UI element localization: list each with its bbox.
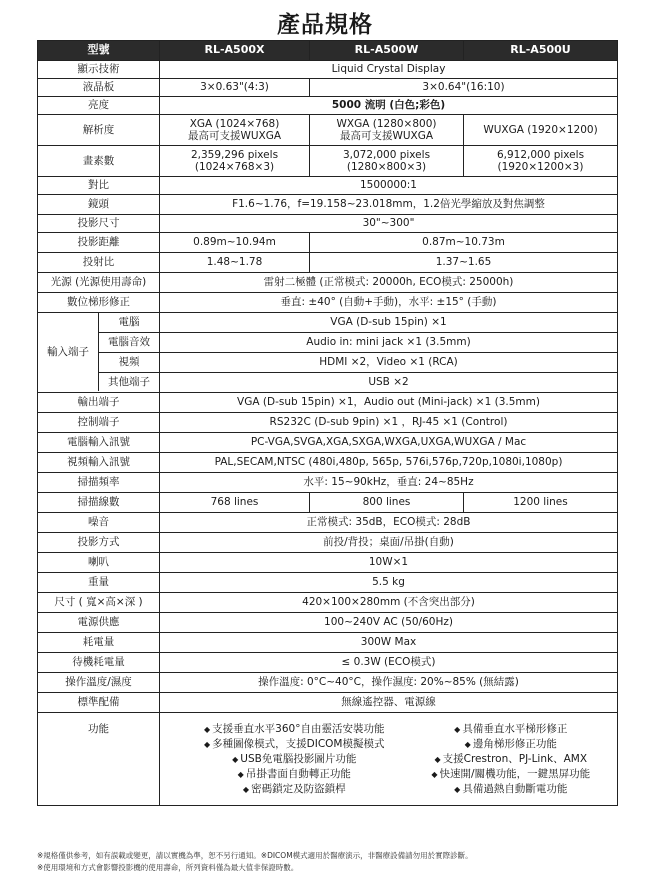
row-label: 液晶板 bbox=[38, 79, 160, 97]
feature-item: ◆ 邊角梯形修正功能 bbox=[407, 737, 616, 752]
row-label: 操作溫度/濕度 bbox=[38, 673, 160, 693]
row-value: 30"~300" bbox=[160, 215, 618, 233]
row-label: 投影尺寸 bbox=[38, 215, 160, 233]
row-value: 無線遙控器、電源線 bbox=[160, 693, 618, 713]
row-value-u bbox=[464, 146, 618, 177]
row-value: USB ×2 bbox=[160, 373, 618, 393]
row-label: 噪音 bbox=[38, 513, 160, 533]
model-x: RL-A500X bbox=[160, 41, 310, 61]
table-row bbox=[38, 633, 618, 653]
feature-item: ◆ 快速開/關機功能，一鍵黑屏功能 bbox=[407, 767, 616, 782]
feature-item: ◆ 支援垂直水平360°自由靈活安裝功能 bbox=[190, 722, 399, 737]
row-value: 操作溫度: 0°C~40°C，操作濕度: 20%~85% (無結露) bbox=[160, 673, 618, 693]
row-label: 投影距離 bbox=[38, 233, 160, 253]
row-value: 前投/背投；桌面/吊掛(自動) bbox=[160, 533, 618, 553]
row-value-w: 800 lines bbox=[310, 493, 464, 513]
pixels-x-line2: (1024×768×3) bbox=[194, 161, 275, 173]
inputs-label: 輸入端子 bbox=[38, 313, 99, 391]
row-value: 420×100×280mm (不含突出部分) bbox=[160, 593, 618, 613]
row-value-x: 3×0.63"(4:3) bbox=[160, 79, 310, 97]
table-row bbox=[38, 413, 618, 433]
table-row bbox=[38, 473, 618, 493]
footnotes bbox=[37, 850, 627, 874]
row-label: 掃描線數 bbox=[38, 493, 160, 513]
row-label: 鏡頭 bbox=[38, 195, 160, 215]
row-value: 水平: 15~90kHz，垂直: 24~85Hz bbox=[160, 473, 618, 493]
row-value: 垂直: ±40° (自動+手動)，水平: ±15° (手動) bbox=[160, 293, 618, 313]
row-value: 1500000:1 bbox=[160, 177, 618, 195]
feature-item: ◆ 具備垂直水平梯形修正 bbox=[407, 722, 616, 737]
row-value-x bbox=[160, 146, 310, 177]
pixels-w-line1: 3,072,000 pixels bbox=[342, 148, 431, 161]
row-value: PAL,SECAM,NTSC (480i,480p, 565p, 576i,576p,720p,1080i,1080p) bbox=[160, 453, 618, 473]
pixels-u-line2: (1920×1200×3) bbox=[497, 161, 584, 173]
table-row bbox=[38, 493, 618, 513]
row-value: 10W×1 bbox=[160, 553, 618, 573]
table-row bbox=[38, 673, 618, 693]
row-label: 喇叭 bbox=[38, 553, 160, 573]
row-value-u: 1200 lines bbox=[464, 493, 618, 513]
table-row bbox=[38, 293, 618, 313]
table-row bbox=[38, 97, 618, 115]
row-label: 標準配備 bbox=[38, 693, 160, 713]
features-row bbox=[38, 713, 618, 806]
row-value: 正常模式: 35dB，ECO模式: 28dB bbox=[160, 513, 618, 533]
feature-item: ◆ 多種圖像模式，支援DICOM模擬模式 bbox=[190, 737, 399, 752]
table-row bbox=[38, 273, 618, 293]
row-label: 解析度 bbox=[38, 115, 160, 146]
row-label: 電腦輸入訊號 bbox=[38, 433, 160, 453]
feature-item: ◆ USB免電腦投影圖片功能 bbox=[190, 752, 399, 767]
row-value: ≤ 0.3W (ECO模式) bbox=[160, 653, 618, 673]
row-label: 功能 bbox=[38, 713, 160, 806]
table-row bbox=[38, 453, 618, 473]
row-label: 掃描頻率 bbox=[38, 473, 160, 493]
input-audio-label: 電腦音效 bbox=[99, 333, 159, 353]
row-value: PC-VGA,SVGA,XGA,SXGA,WXGA,UXGA,WUXGA / Mac bbox=[160, 433, 618, 453]
input-pc-label: 電腦 bbox=[99, 313, 159, 333]
feature-item: ◆ 具備過熱自動斷電功能 bbox=[407, 782, 616, 797]
table-row bbox=[38, 233, 618, 253]
row-value-x: 1.48~1.78 bbox=[160, 253, 310, 273]
row-value: Audio in: mini jack ×1 (3.5mm) bbox=[160, 333, 618, 353]
pixels-x-line1: 2,359,296 pixels bbox=[190, 148, 279, 161]
resolution-w-line2: 最高可支援WUXGA bbox=[339, 130, 434, 142]
row-label: 電源供應 bbox=[38, 613, 160, 633]
feature-item: ◆ 支援Crestron、PJ-Link、AMX bbox=[407, 752, 616, 767]
row-value-wu: 3×0.64"(16:10) bbox=[310, 79, 618, 97]
table-row bbox=[38, 573, 618, 593]
row-value: Liquid Crystal Display bbox=[160, 61, 618, 79]
row-value-x: 0.89m~10.94m bbox=[160, 233, 310, 253]
table-row bbox=[38, 146, 618, 177]
features-left-column bbox=[162, 722, 399, 797]
row-value: 雷射二極體 (正常模式: 20000h, ECO模式: 25000h) bbox=[160, 273, 618, 293]
row-label: 數位梯形修正 bbox=[38, 293, 160, 313]
row-label: 視頻輸入訊號 bbox=[38, 453, 160, 473]
table-row bbox=[38, 513, 618, 533]
spec-table bbox=[37, 40, 618, 806]
resolution-w-line1: WXGA (1280×800) bbox=[336, 117, 437, 130]
row-value: HDMI ×2，Video ×1 (RCA) bbox=[160, 353, 618, 373]
table-row bbox=[38, 215, 618, 233]
row-label: 耗電量 bbox=[38, 633, 160, 653]
input-video-label: 視頻 bbox=[99, 353, 159, 373]
table-row bbox=[38, 693, 618, 713]
header-label: 型號 bbox=[38, 41, 160, 61]
table-row bbox=[38, 393, 618, 413]
table-row bbox=[38, 433, 618, 453]
table-row bbox=[38, 613, 618, 633]
row-label: 光源 (光源使用壽命) bbox=[38, 273, 160, 293]
row-label: 投影方式 bbox=[38, 533, 160, 553]
model-u: RL-A500U bbox=[464, 41, 618, 61]
row-value: 100~240V AC (50/60Hz) bbox=[160, 613, 618, 633]
row-label: 投射比 bbox=[38, 253, 160, 273]
row-value: RS232C (D-sub 9pin) ×1 ，RJ-45 ×1 (Control) bbox=[160, 413, 618, 433]
resolution-x-line1: XGA (1024×768) bbox=[189, 117, 280, 130]
table-row bbox=[38, 61, 618, 79]
row-label: 輸出端子 bbox=[38, 393, 160, 413]
row-value-wu: 1.37~1.65 bbox=[310, 253, 618, 273]
row-value: VGA (D-sub 15pin) ×1，Audio out (Mini-jack) ×1 (3.5mm) bbox=[160, 393, 618, 413]
row-label: 顯示技術 bbox=[38, 61, 160, 79]
table-row bbox=[38, 79, 618, 97]
row-label: 畫素數 bbox=[38, 146, 160, 177]
row-value-wu: 0.87m~10.73m bbox=[310, 233, 618, 253]
feature-item: ◆ 吊掛書面自動轉正功能 bbox=[190, 767, 399, 782]
input-other-label: 其他端子 bbox=[108, 376, 150, 388]
table-row bbox=[38, 195, 618, 215]
row-label: 待機耗電量 bbox=[38, 653, 160, 673]
row-value-w bbox=[310, 146, 464, 177]
row-label: 控制端子 bbox=[38, 413, 160, 433]
model-w: RL-A500W bbox=[310, 41, 464, 61]
row-value-x bbox=[160, 115, 310, 146]
row-label: 對比 bbox=[38, 177, 160, 195]
row-value: 5.5 kg bbox=[160, 573, 618, 593]
table-row bbox=[38, 313, 618, 333]
table-row bbox=[38, 553, 618, 573]
table-row bbox=[38, 593, 618, 613]
row-value-x: 768 lines bbox=[160, 493, 310, 513]
table-row bbox=[38, 115, 618, 146]
feature-item: ◆ 密碼鎖定及防盜鎖桿 bbox=[190, 782, 399, 797]
row-value: 300W Max bbox=[160, 633, 618, 653]
pixels-u-line1: 6,912,000 pixels bbox=[496, 148, 585, 161]
pixels-w-line2: (1280×800×3) bbox=[346, 161, 427, 173]
footnote: ※規格僅供參考，如有誤載或變更，請以實機為準，恕不另行通知。※DICOM模式適用於醫療演示，非醫療設備請勿用於實際診斷。 bbox=[37, 851, 473, 860]
row-value-w bbox=[310, 115, 464, 146]
row-value: VGA (D-sub 15pin) ×1 bbox=[160, 313, 618, 333]
footnote: ※使用環境和方式會影響投影機的使用壽命，所列資料僅為最大值非保證時數。 bbox=[37, 863, 299, 872]
table-header-row bbox=[38, 41, 618, 61]
table-row bbox=[38, 177, 618, 195]
row-value-u: WUXGA (1920×1200) bbox=[464, 115, 618, 146]
table-row bbox=[38, 653, 618, 673]
table-row bbox=[38, 253, 618, 273]
resolution-x-line2: 最高可支援WUXGA bbox=[187, 130, 282, 142]
row-label: 重量 bbox=[38, 573, 160, 593]
row-value: F1.6~1.76，f=19.158~23.018mm，1.2倍光學縮放及對焦調整 bbox=[160, 195, 618, 215]
row-value: 5000 流明 (白色;彩色) bbox=[160, 97, 618, 115]
page-title: 產品規格 bbox=[277, 12, 373, 38]
row-label: 亮度 bbox=[38, 97, 160, 115]
input-group-label bbox=[38, 313, 160, 393]
features-right-column bbox=[399, 722, 616, 797]
features-cell bbox=[160, 713, 618, 806]
table-row bbox=[38, 533, 618, 553]
row-label: 尺寸 ( 寬×高×深 ) bbox=[38, 593, 160, 613]
